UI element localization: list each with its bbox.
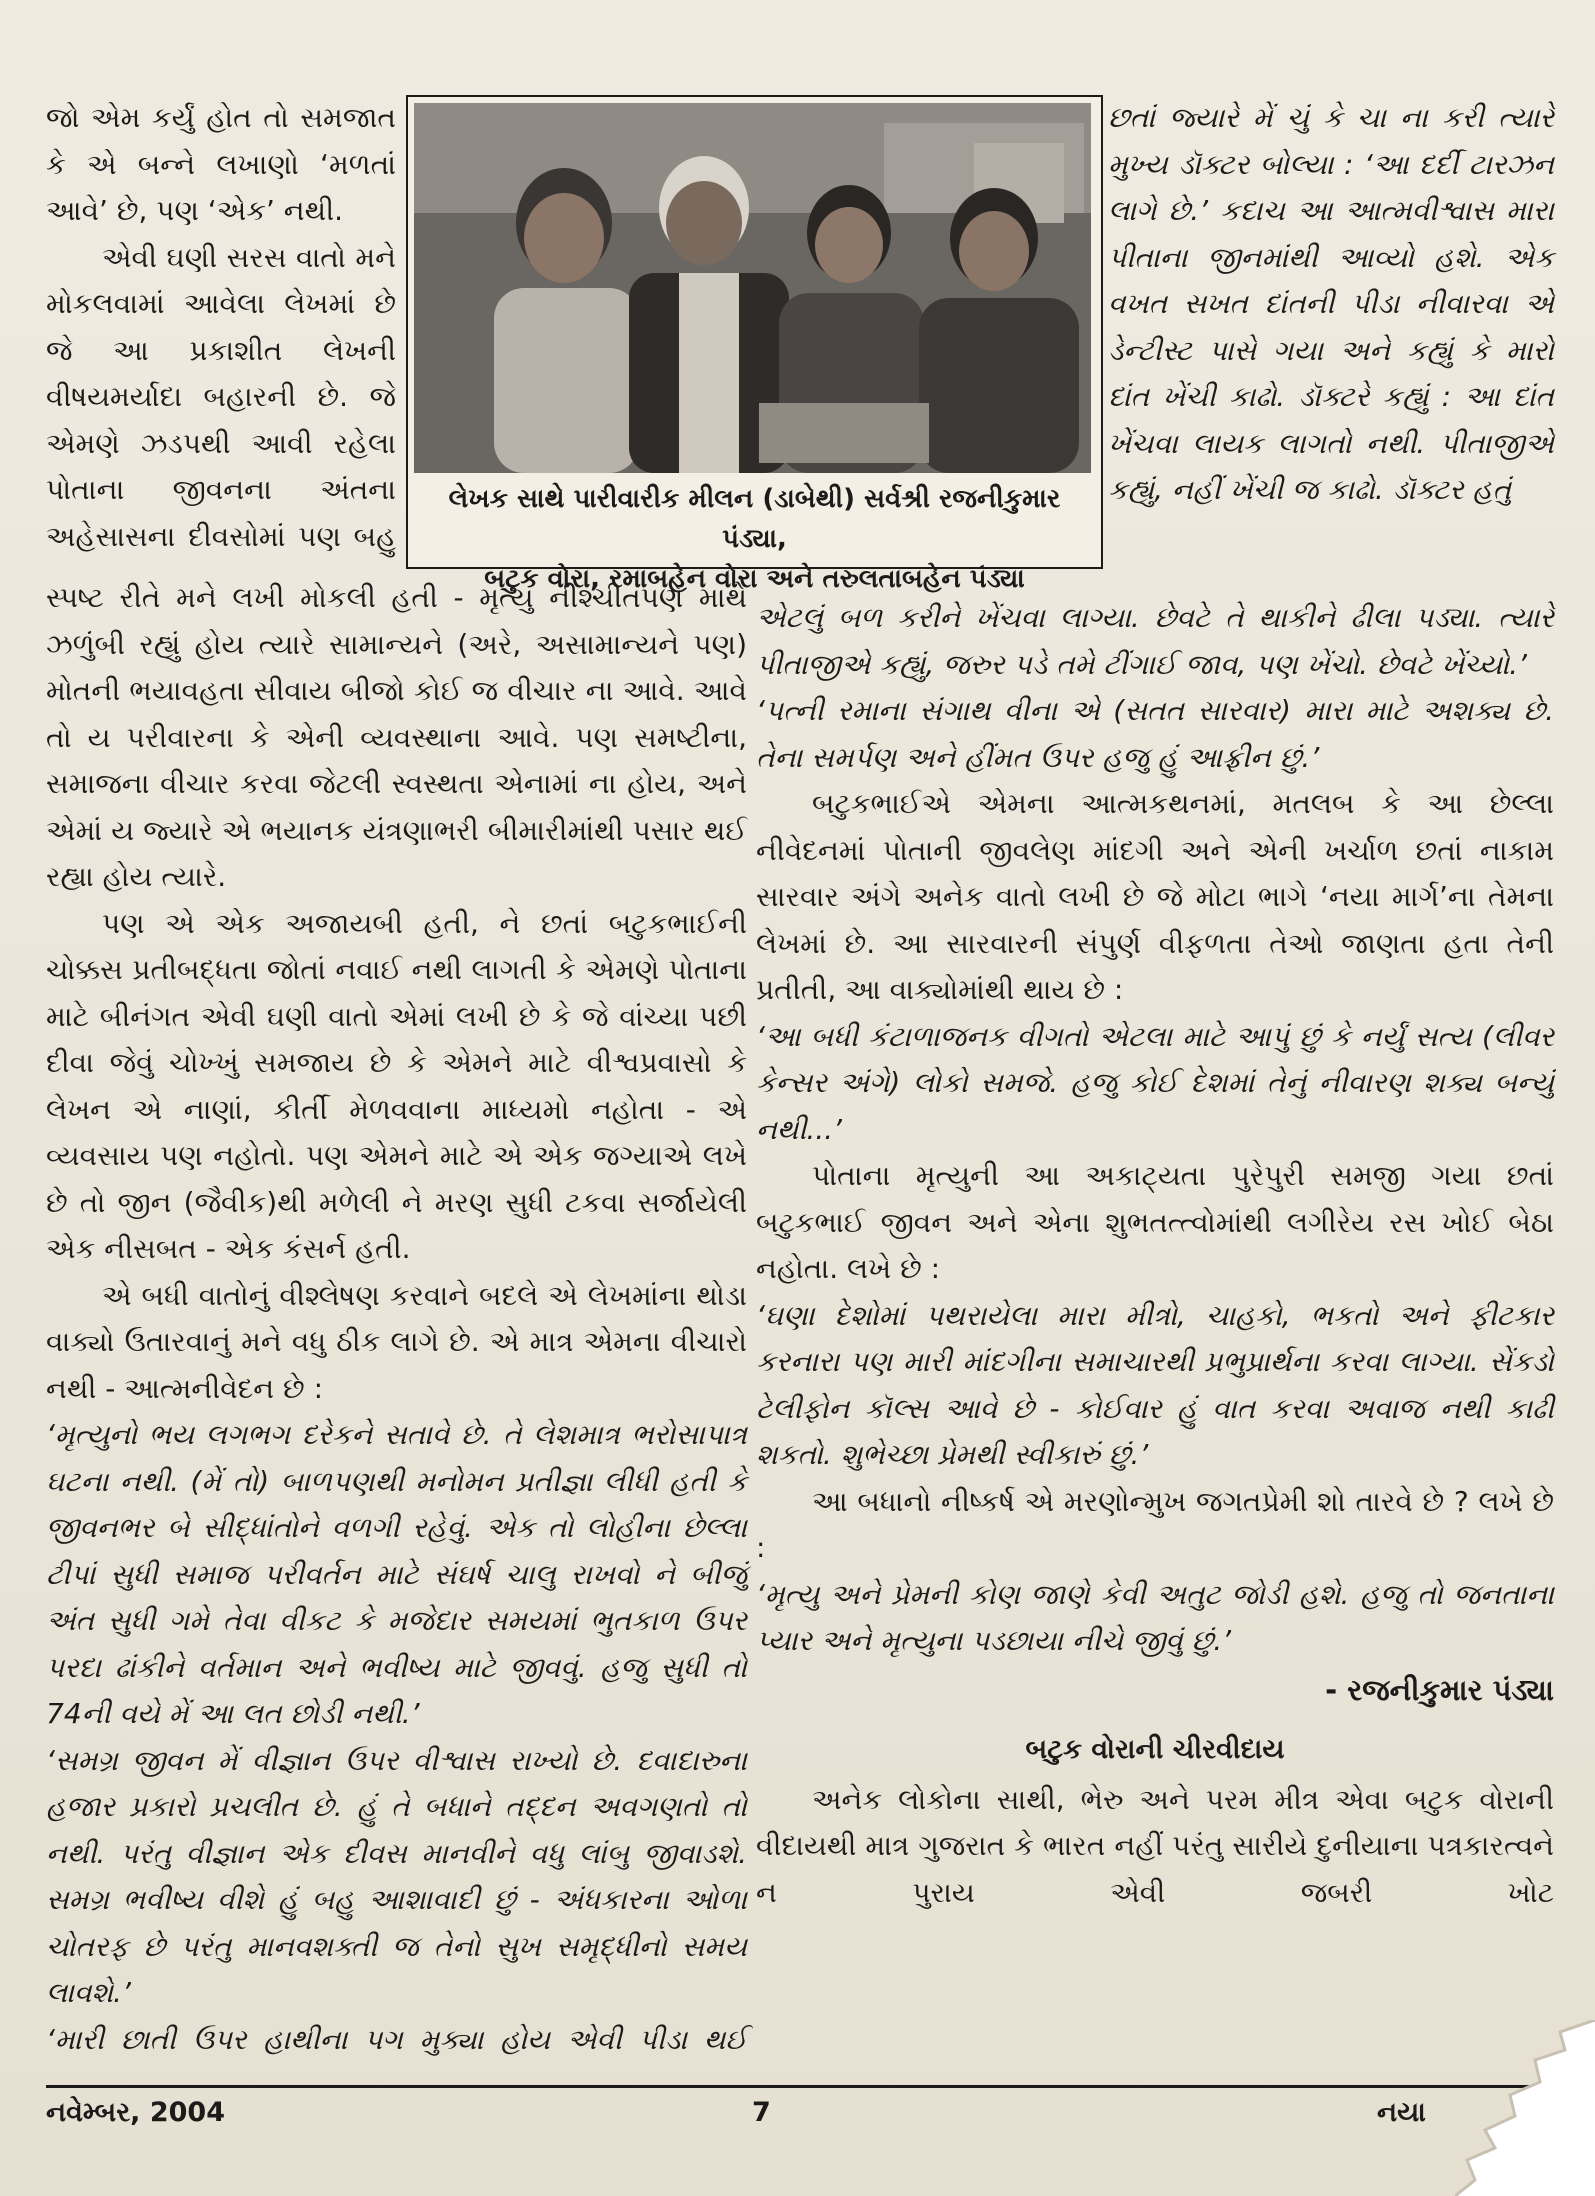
photo-frame [406,95,1103,594]
left-body-quote-3: ‘મારી છાતી ઉપર હાથીના પગ મુક્યા હોય એવી પીડા થઈ [46,2022,747,2056]
right-body-paragraph-3: આ બધાનો નીષ્કર્ષ એ મરણોન્મુખ જગતપ્રેમી શો તારવે છે ? લખે છે : [756,1484,1554,1564]
section-heading: બટુક વોરાની ચીરવીદાય [1025,1733,1285,1765]
left-body-paragraph-3: એ બધી વાતોનું વીશ્લેષણ કરવાને બદલે એ લેખમાંના થોડા વાક્યો ઉતારવાનું મને વધુ ઠીક લાગે છે. એ માત્ર એમના વીચારો નથી - આત્મનીવેદન છે : [46,1278,747,1405]
photo-illustration [414,103,1091,473]
right-body-paragraph-2: પોતાના મૃત્યુની આ અકાટ્યતા પુરેપુરી સમજી ગયા છતાં બટુકભાઈ જીવન અને એના શુભતત્ત્વોમાંથી લગીરેય રસ ખોઈ બેઠા નહોતા. લખે છે : [756,1159,1554,1285]
caption-line-2: બટુક વોરા, રમાબહેન વોરા અને તરુલતાબહેન પંડ્યા [484,564,1025,594]
left-body-paragraph-2: પણ એ એક અજાયબી હતી, ને છતાં બટુકભાઈની ચોક્કસ પ્રતીબદ્ધતા જોતાં નવાઈ નથી લાગતી કે એમણે પોતાના માટે બીનંગત એવી ઘણી વાતો એમાં લખી છે કે જે વાંચ્યા પછી દીવા જેવું ચોખ્ખું સમજાય છે કે એમને માટે વીશ્વપ્રવાસો કે લેખન એ નાણાં, કીર્તી મેળવવાના માધ્યમો નહોતા - એ વ્યવસાય પણ નહોતો. પણ એમને માટે એ એક જગ્યાએ લખે છે તો જીન (જૈવીક)થી મળેલી ને મરણ સુધી ટકવા સર્જાયેલી એક નીસબત - એક કંસર્ન હતી. [46,906,747,1265]
right-body-paragraph-1: બટુકભાઈએ એમના આત્મકથનમાં, મતલબ કે આ છેલ્લા નીવેદનમાં પોતાની જીવલેણ માંદગી અને એની ખર્ચાળ છતાં નાકામ સારવાર અંગે અનેક વાતો લખી છે જે મોટા ભાગે ‘નયા માર્ગ’ના તેમના લેખમાં છે. આ સારવારની સંપુર્ણ વીફળતા તેઓ જાણતા હતા તેની પ્રતીતી, આ વાક્યોમાંથી થાય છે : [756,787,1554,1006]
family-photo [414,103,1091,473]
left-top-paragraph-1: જો એમ કર્યું હોત તો સમજાત કે એ બન્ને લખાણો ‘મળતાં આવે’ છે, પણ ‘એક’ નથી. [46,101,396,227]
right-body-quote-5: ‘મૃત્યુ અને પ્રેમની કોણ જાણે કેવી અતુટ જોડી હશે. હજુ તો જનતાના પ્યાર અને મૃત્યુના પડછાયા નીચે જીવું છું.’ [756,1577,1554,1657]
caption-line-1: લેખક સાથે પારીવારીક મીલન (ડાબેથી) સર્વશ્રી રજનીકુમાર પંડ્યા, [448,484,1061,554]
page-number: 7 [752,2097,771,2128]
footer-magazine-name: નયા [1377,2097,1426,2128]
left-body-quote-2: ‘સમગ્ર જીવન મેં વીજ્ઞાન ઉપર વીશ્વાસ રાખ્યો છે. દવાદારુના હજાર પ્રકારો પ્રચલીત છે. હું તે બધાને તદ્દન અવગણતો તો નથી. પરંતુ વીજ્ઞાન એક દીવસ માનવીને વધુ લાંબુ જીવાડશે. સમગ્ર ભવીષ્ય વીશે હું બહુ આશાવાદી છું - અંધકારના ઓળા ચોતરફ છે પરંતુ માનવશક્તી જ તેનો સુખ સમૃદ્ધીનો સમય લાવશે.’ [46,1743,747,2009]
right-body-quote-3: ‘આ બધી કંટાળાજનક વીગતો એટલા માટે આપું છું કે નર્યું સત્ય (લીવર કેન્સર અંગે) લોકો સમજે. હજુ કોઈ દેશમાં તેનું નીવારણ શક્ય બન્યું નથી...’ [756,1019,1554,1146]
right-body-quote-1: એટલું બળ કરીને ખેંચવા લાગ્યા. છેવટે તે થાકીને ઢીલા પડ્યા. ત્યારે પીતાજીએ કહ્યું, જરુર પડે તમે ટીંગાઈ જાવ, પણ ખેંચો. છેવટે ખેંચ્યો.’ [756,601,1554,681]
footer-rule [46,2085,1554,2088]
right-top-column [1108,95,1554,514]
right-top-paragraph: છતાં જ્યારે મેં ચું કે ચા ના કરી ત્યારે મુખ્ય ડૉક્ટર બોલ્યા : ‘આ દર્દી ટારઝન લાગે છે.’ કદાચ આ આત્મવીશ્વાસ મારા પીતાના જીનમાંથી આવ્યો હશે. એક વખત સખત દાંતની પીડા નીવારવા એ ડેન્ટીસ્ટ પાસે ગયા અને કહ્યું કે મારો દાંત ખેંચી કાઢો. ડૉક્ટરે કહ્યું : આ દાંત ખેંચવા લાયક લાગતો નથી. પીતાજીએ કહ્યું, નહીં ખેંચી જ કાઢો. ડૉક્ટર હતું [1108,101,1554,506]
right-body-column [756,595,1554,1916]
torn-corner [1455,2020,1595,2196]
section-paragraph: અનેક લોકોના સાથી, ભેરુ અને પરમ મીત્ર એવા બટુક વોરાની વીદાયથી માત્ર ગુજરાત કે ભારત નહીં પરંતુ સારીયે દુનીયાના પત્રકારત્વને ન પુરાય એવી જબરી ખોટ [756,1782,1554,1909]
author-signature: - રજનીકુમાર પંડ્યા [1325,1672,1554,1707]
left-body-quote-1: ‘મૃત્યુનો ભય લગભગ દરેકને સતાવે છે. તે લેશમાત્ર ભરોસાપાત્ર ઘટના નથી. (મેં તો) બાળપણથી મનોમન પ્રતીજ્ઞા લીધી હતી કે જીવનભર બે સીદ્ધાંતોને વળગી રહેવું. એક તો લોહીના છેલ્લા ટીપાં સુધી સમાજ પરીવર્તન માટે સંઘર્ષ ચાલુ રાખવો ને બીજું અંત સુધી ગમે તેવા વીકટ કે મજેદાર સમયમાં ભુતકાળ ઉપર પરદા ઢાંકીને વર્તમાન અને ભવીષ્ય માટે જીવવું. હજુ સુધી તો 74ની વયે મેં આ લત છોડી નથી.’ [46,1418,747,1730]
right-body-quote-4: ‘ઘણા દેશોમાં પથરાયેલા મારા મીત્રો, ચાહકો, ભકતો અને ફીટકાર કરનારા પણ મારી માંદગીના સમાચારથી પ્રભુપ્રાર્થના કરવા લાગ્યા. સેંકડો ટેલીફોન કૉલ્સ આવે છે - કોઈવાર હું વાત કરવા અવાજ નથી કાઢી શકતો. શુભેચ્છા પ્રેમથી સ્વીકારું છું.’ [756,1298,1554,1471]
right-body-quote-2: ‘પત્ની રમાના સંગાથ વીના એ (સતત સારવાર) મારા માટે અશક્ય છે. તેના સમર્પણ અને હીંમત ઉપર હજુ હું આફ્રીન છું.’ [756,694,1554,774]
left-top-column [46,95,396,560]
left-top-paragraph-2: એવી ઘણી સરસ વાતો મને મોકલવામાં આવેલા લેખમાં છે જે આ પ્રકાશીત લેખની વીષયમર્યાદા બહારની છે. જે એમણે ઝડપથી આવી રહેલા પોતાના જીવનના અંતના અહેસાસના દીવસોમાં પણ બહુ [46,240,396,553]
left-body-paragraph-1: સ્પષ્ટ રીતે મને લખી મોકલી હતી - મૃત્યુ નીશ્ચીતપણે માથે ઝળુંબી રહ્યું હોય ત્યારે સામાન્યને (અરે, અસામાન્યને પણ) મોતની ભયાવહતા સીવાય બીજો કોઈ જ વીચાર ના આવે. આવે તો ય પરીવારના કે એની વ્યવસ્થાના આવે. પણ સમષ્ટીના, સમાજના વીચાર કરવા જેટલી સ્વસ્થતા એનામાં ના હોય, અને એમાં ય જ્યારે એ ભયાનક યંત્રણાભરી બીમારીમાંથી પસાર થઈ રહ્યા હોય ત્યારે. [46,581,747,893]
footer-date: નવેમ્બર, 2004 [46,2097,225,2128]
left-body-column [46,575,747,2063]
